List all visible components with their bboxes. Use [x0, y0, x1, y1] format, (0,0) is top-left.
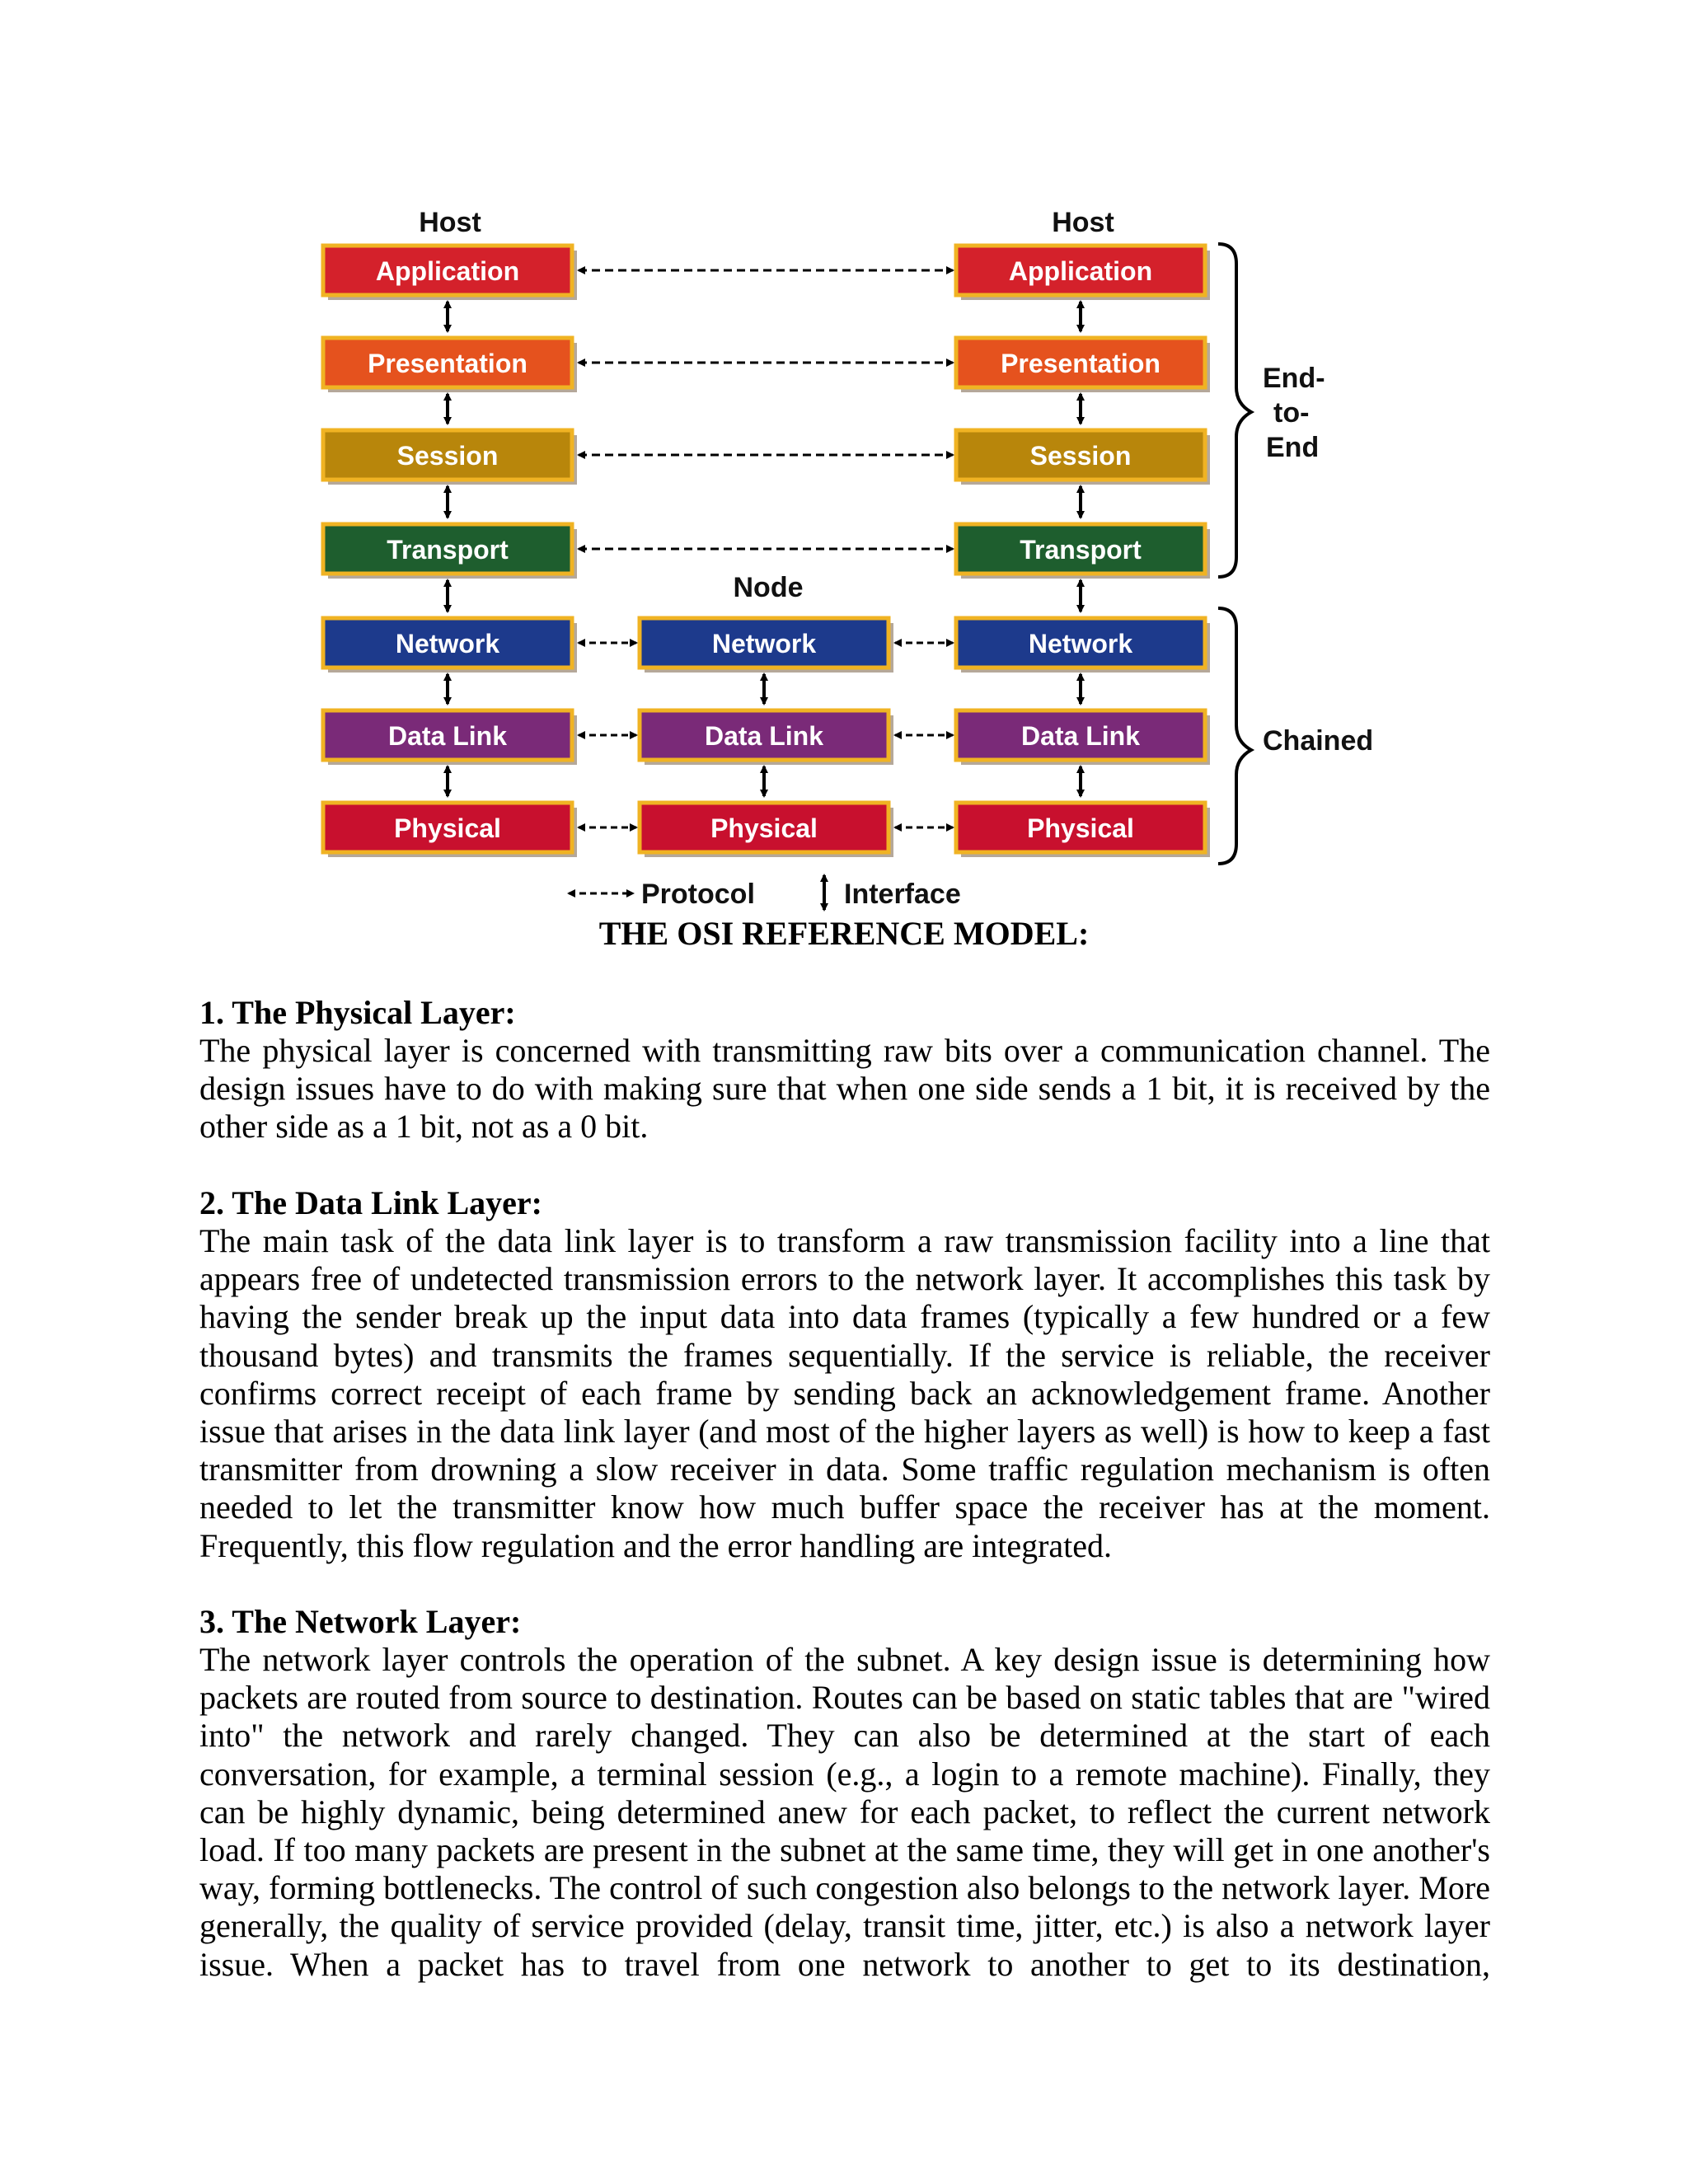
layer-box-label: Data Link	[387, 721, 508, 751]
layer-box-label: Network	[711, 629, 817, 658]
layer-box-label: Network	[395, 629, 500, 658]
layer-box-application-right	[956, 246, 1210, 300]
host-label-left: Host	[419, 207, 481, 238]
layer-box-label: Physical	[710, 813, 818, 843]
osi-diagram	[0, 0, 1688, 915]
section-body: The main task of the data link layer is to transform a raw transmission facility into a line that appears free of undetected transmission errors to the network layer. It accomplishes this task by having the sender break up the input data into data frames (typically a few hundred or a few thousand bytes) and transmits the frames sequentially. If the service is reliable, the receiver confirms correct receipt of each frame by sending back an acknowledgement frame. Another issue that arises in the data link layer (and most of the higher layers as well) is how to keep a fast transmitter from drowning a slow receiver in data. Some traffic regulation mechanism is often needed to let the transmitter know how much buffer space the receiver has at the moment. Frequently, this flow regulation and the error handling are integrated.	[199, 1222, 1490, 1564]
layer-box-label: Data Link	[1020, 721, 1141, 751]
document-title: THE OSI REFERENCE MODEL:	[598, 915, 1090, 952]
layer-box-physical-left	[323, 803, 577, 857]
end-to-end-line-1: End-	[1263, 363, 1325, 394]
osi-diagram-svg	[0, 0, 1688, 915]
layer-box-label: Session	[1029, 441, 1132, 471]
layer-box-transport-left	[323, 524, 577, 579]
layer-box-label: Application	[375, 256, 520, 286]
layer-box-label: Data Link	[704, 721, 824, 751]
legend-protocol-label: Protocol	[641, 879, 755, 910]
end-to-end-line-2: to-	[1273, 397, 1310, 429]
layer-box-physical-node	[640, 803, 893, 857]
layer-box-network-right	[956, 618, 1210, 673]
layer-box-data-link-left	[323, 710, 577, 765]
layer-box-label: Network	[1028, 629, 1133, 658]
layer-box-label: Physical	[394, 813, 501, 843]
layer-box-data-link-right	[956, 710, 1210, 765]
legend-interface-label: Interface	[844, 879, 961, 910]
layer-box-presentation-left	[323, 338, 577, 392]
section-data-link-layer	[199, 1184, 1490, 1565]
section-body: The physical layer is concerned with transmitting raw bits over a communication channel. The design issues have to do with making sure that when one side sends a 1 bit, it is received by the other side as a 1 bit, not as a 0 bit.	[199, 1032, 1490, 1146]
layer-box-transport-right	[956, 524, 1210, 579]
layer-box-session-left	[323, 430, 577, 485]
end-to-end-brace	[1218, 244, 1251, 577]
layer-box-data-link-node	[640, 710, 893, 765]
layer-box-presentation-right	[956, 338, 1210, 392]
layer-box-application-left	[323, 246, 577, 300]
layer-boxes	[323, 246, 1210, 857]
layer-box-network-node	[640, 618, 893, 673]
layer-box-session-right	[956, 430, 1210, 485]
node-label: Node	[733, 572, 804, 603]
layer-box-label: Physical	[1027, 813, 1134, 843]
layer-box-label: Application	[1008, 256, 1153, 286]
layer-box-physical-right	[956, 803, 1210, 857]
layer-box-network-left	[323, 618, 577, 673]
end-to-end-line-3: End	[1266, 432, 1320, 463]
section-heading: 2. The Data Link Layer:	[199, 1184, 542, 1221]
chained-brace	[1218, 608, 1251, 864]
section-body: The network layer controls the operation of the subnet. A key design issue is determining how packets are routed from source to destination. Routes can be based on static tables that are "wired into" the network and rarely changed. They can also be determined at the start of each conversation, for example, a terminal session (e.g., a login to a remote machine). Finally, they can be highly dynamic, being determined anew for each packet, to reflect the current network load. If too many packets are present in the subnet at the same time, they will get in one another's way, forming bottlenecks. The control of such congestion also belongs to the network layer. More generally, the quality of service provided (delay, transit time, jitter, etc.) is also a network layer issue. When a packet has to travel from one network to another to get to its destination,	[199, 1641, 1490, 1983]
layer-box-label: Transport	[1020, 535, 1142, 565]
section-heading: 3. The Network Layer:	[199, 1603, 522, 1640]
layer-box-label: Session	[396, 441, 499, 471]
section-physical-layer	[199, 994, 1490, 1146]
layer-box-label: Transport	[387, 535, 509, 565]
layer-box-label: Presentation	[1001, 349, 1160, 378]
section-network-layer	[199, 1603, 1490, 1984]
section-heading: 1. The Physical Layer:	[199, 994, 516, 1031]
chained-label: Chained	[1263, 725, 1374, 757]
host-label-right: Host	[1052, 207, 1114, 238]
layer-box-label: Presentation	[368, 349, 528, 378]
